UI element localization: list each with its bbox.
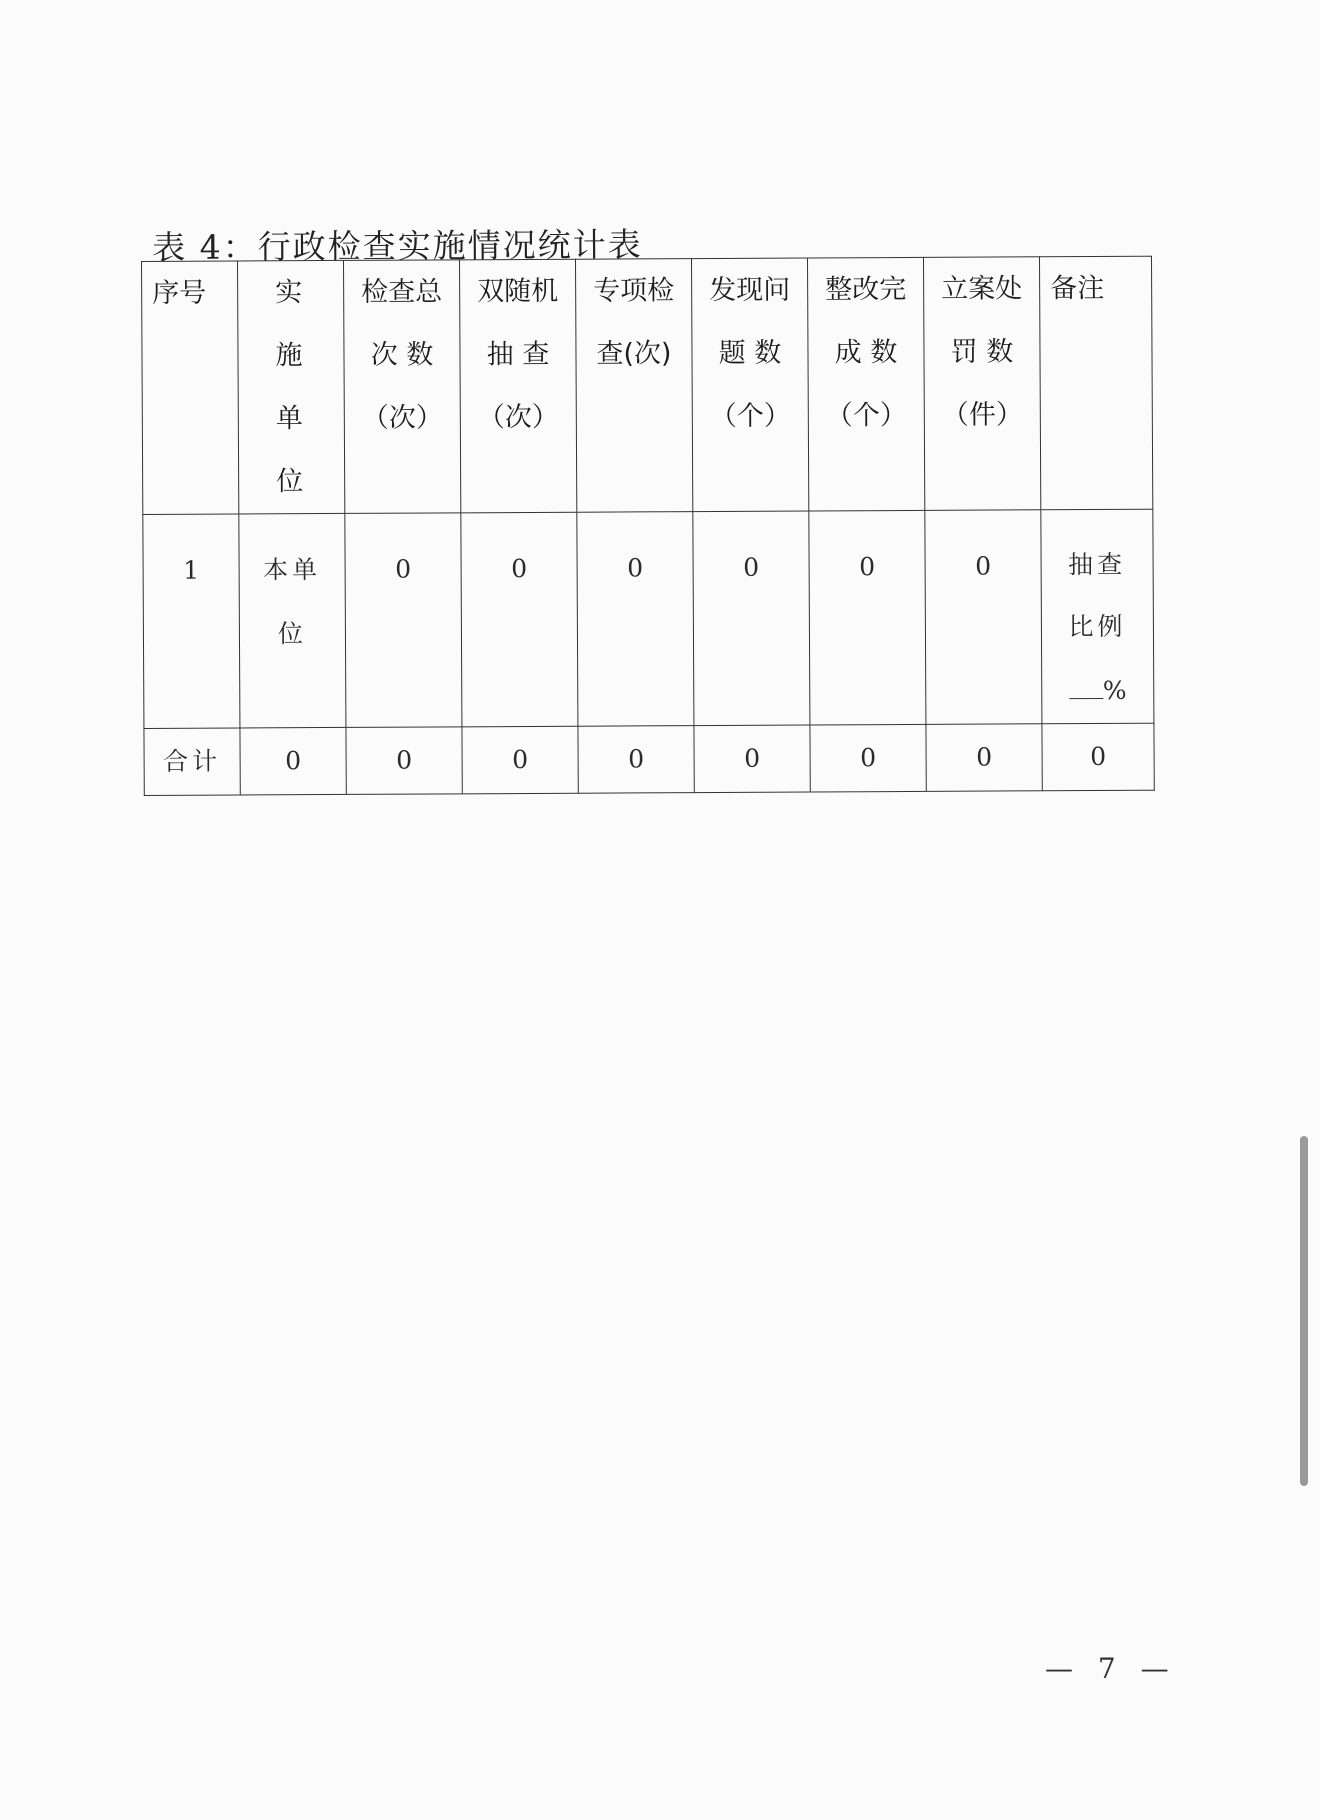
total-remark: 0 [1042, 723, 1154, 791]
header-remark [1039, 256, 1152, 510]
total-total-checks: 0 [346, 727, 462, 795]
total-label [144, 728, 240, 796]
total-penalties: 0 [926, 724, 1042, 792]
header-remark-label: 备注 [1050, 272, 1105, 305]
inspection-statistics-table [141, 256, 1155, 796]
cell-unit [239, 513, 346, 728]
total-unit: 0 [240, 727, 346, 795]
total-special-checks: 0 [578, 726, 694, 794]
remark-ratio-blank [1069, 678, 1103, 699]
cell-penalties: 0 [925, 510, 1042, 725]
header-index [142, 261, 239, 514]
cell-remark [1041, 509, 1154, 724]
header-total-checks [343, 260, 460, 514]
cell-index: 1 [143, 514, 240, 728]
cell-rectified: 0 [809, 510, 926, 725]
total-rectified: 0 [810, 724, 926, 792]
header-special-checks [575, 259, 692, 513]
header-random-checks-label: 双随机抽 查（次） [477, 275, 559, 434]
table-caption: 表 4：行政检查实施情况统计表 [152, 225, 643, 267]
cell-special-checks: 0 [577, 512, 694, 727]
total-random-checks: 0 [462, 726, 578, 794]
header-unit [238, 260, 345, 514]
table-header-row [142, 256, 1153, 514]
cell-random-checks: 0 [461, 512, 578, 727]
header-rectified-label: 整改完成 数（个） [825, 273, 907, 432]
total-row [144, 723, 1154, 795]
header-problems-found-label: 发现问题 数（个） [709, 274, 791, 433]
header-rectified [807, 257, 924, 511]
remark-ratio-label: 抽查比例 [1068, 549, 1127, 642]
cell-unit-text: 本单位 [263, 555, 322, 649]
page-number: — 7 — [1045, 1652, 1177, 1685]
header-penalties [923, 257, 1040, 511]
vertical-scrollbar[interactable] [1300, 1136, 1308, 1486]
header-special-checks-label: 专项检查(次) [593, 275, 675, 370]
cell-problems-found: 0 [693, 511, 810, 726]
header-random-checks [459, 259, 576, 513]
header-problems-found [691, 258, 808, 512]
table-row [143, 509, 1154, 728]
header-index-label: 序号 [152, 277, 207, 309]
header-penalties-label: 立案处罚 数（件） [941, 273, 1023, 431]
cell-total-checks: 0 [345, 513, 462, 728]
total-label-text: 合计 [163, 746, 222, 776]
total-problems-found: 0 [694, 725, 810, 793]
header-total-checks-label: 检查总次 数（次） [361, 276, 443, 434]
remark-percent-sign: % [1102, 675, 1127, 705]
header-unit-label: 实 施 单 位 [275, 277, 316, 498]
